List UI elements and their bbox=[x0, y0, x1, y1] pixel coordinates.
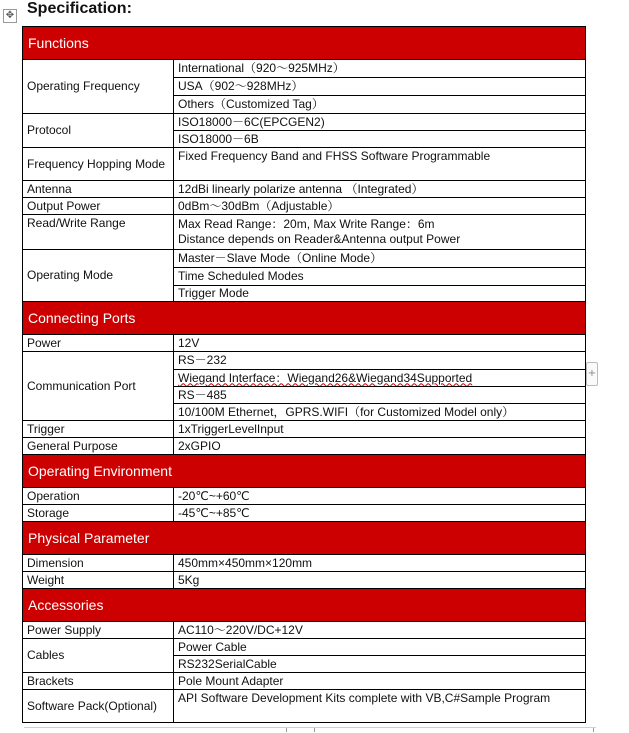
spec-value: Pole Mount Adapter bbox=[174, 673, 586, 690]
spec-value: International（920～925MHz） bbox=[174, 60, 586, 78]
spec-value: Fixed Frequency Band and FHSS Software Programmable bbox=[174, 148, 586, 181]
spec-value bbox=[174, 370, 586, 387]
spec-value: Time Scheduled Modes bbox=[174, 268, 586, 286]
spec-value: 12V bbox=[174, 335, 586, 352]
table-resize-handle-plus-icon[interactable]: + bbox=[586, 362, 598, 386]
column-ruler bbox=[24, 727, 596, 733]
table-row bbox=[23, 60, 586, 78]
spec-value bbox=[174, 215, 586, 250]
table-row bbox=[23, 114, 586, 131]
section-header-functions bbox=[23, 27, 586, 60]
spec-value: 0dBm～30dBm（Adjustable） bbox=[174, 198, 586, 215]
spec-label: Power Supply bbox=[23, 622, 174, 639]
spec-value: Others（Customized Tag） bbox=[174, 96, 586, 114]
spec-label: Storage bbox=[23, 505, 174, 522]
page-title: Specification: bbox=[27, 0, 132, 17]
spec-label: Operating Mode bbox=[23, 250, 174, 302]
spec-value: AC110～220V/DC+12V bbox=[174, 622, 586, 639]
spec-value: -20℃~+60℃ bbox=[174, 488, 586, 505]
spec-label: Operation bbox=[23, 488, 174, 505]
section-title: Connecting Ports bbox=[23, 302, 586, 335]
table-row bbox=[23, 673, 586, 690]
spec-label: Power bbox=[23, 335, 174, 352]
table-move-handle-icon[interactable]: ✥ bbox=[3, 9, 17, 23]
section-title: Operating Environment bbox=[23, 455, 586, 488]
section-header-connecting-ports bbox=[23, 302, 586, 335]
section-header-accessories bbox=[23, 589, 586, 622]
specification-table bbox=[22, 26, 586, 723]
spec-value: 12dBi linearly polarize antenna （Integrated） bbox=[174, 181, 586, 198]
spec-value: 5Kg bbox=[174, 572, 586, 589]
table-row bbox=[23, 622, 586, 639]
spec-value: 10/100M Ethernet，GPRS.WIFI（for Customized Model only） bbox=[174, 404, 586, 421]
table-row bbox=[23, 572, 586, 589]
table-row bbox=[23, 335, 586, 352]
section-header-physical-parameter bbox=[23, 522, 586, 555]
spec-value: Trigger Mode bbox=[174, 286, 586, 302]
ruler-tick[interactable] bbox=[314, 728, 315, 732]
section-header-operating-environment bbox=[23, 455, 586, 488]
table-row bbox=[23, 690, 586, 723]
spec-label: Read/Write Range bbox=[23, 215, 174, 250]
spec-label: Frequency Hopping Mode bbox=[23, 148, 174, 181]
spec-value: USA（902～928MHz） bbox=[174, 78, 586, 96]
spec-value: ISO18000－6B bbox=[174, 131, 586, 148]
table-row bbox=[23, 639, 586, 656]
table-row bbox=[23, 438, 586, 455]
spec-value-line: Distance depends on Reader&Antenna output Power bbox=[178, 232, 461, 246]
table-row bbox=[23, 505, 586, 522]
table-row bbox=[23, 198, 586, 215]
spec-value-line: Max Read Range：20m, Max Write Range：6m bbox=[178, 217, 435, 231]
section-title: Functions bbox=[23, 27, 586, 60]
table-row bbox=[23, 555, 586, 572]
spec-label: Cables bbox=[23, 639, 174, 673]
spec-value: Power Cable bbox=[174, 639, 586, 656]
table-row bbox=[23, 421, 586, 438]
spec-label: Trigger bbox=[23, 421, 174, 438]
spec-value: 450mm×450mm×120mm bbox=[174, 555, 586, 572]
spelling-flagged-text: Wiegand Interface：Wiegand26&Wiegand34Supported bbox=[178, 370, 473, 385]
spec-label: Weight bbox=[23, 572, 174, 589]
spec-value: 1xTriggerLevelInput bbox=[174, 421, 586, 438]
table-row bbox=[23, 250, 586, 268]
table-row bbox=[23, 181, 586, 198]
spec-label: Communication Port bbox=[23, 352, 174, 421]
spec-value: API Software Development Kits complete with VB,C#Sample Program bbox=[174, 690, 586, 723]
spec-value: ISO18000－6C(EPCGEN2) bbox=[174, 114, 586, 131]
spec-label: Software Pack(Optional) bbox=[23, 690, 174, 723]
spec-value: Master－Slave Mode（Online Mode） bbox=[174, 250, 586, 268]
ruler-tick[interactable] bbox=[286, 728, 287, 732]
spec-label: General Purpose bbox=[23, 438, 174, 455]
spec-label: Antenna bbox=[23, 181, 174, 198]
spec-value: RS－485 bbox=[174, 387, 586, 404]
spec-value: RS232SerialCable bbox=[174, 656, 586, 673]
ruler-tick[interactable] bbox=[593, 728, 594, 732]
spec-value: RS－232 bbox=[174, 352, 586, 370]
section-title: Physical Parameter bbox=[23, 522, 586, 555]
table-row bbox=[23, 148, 586, 181]
table-row bbox=[23, 352, 586, 370]
table-row bbox=[23, 488, 586, 505]
spec-label: Brackets bbox=[23, 673, 174, 690]
spec-label: Dimension bbox=[23, 555, 174, 572]
section-title: Accessories bbox=[23, 589, 586, 622]
spec-label: Output Power bbox=[23, 198, 174, 215]
table-row bbox=[23, 215, 586, 250]
spec-label: Operating Frequency bbox=[23, 60, 174, 114]
spec-value: 2xGPIO bbox=[174, 438, 586, 455]
spec-label: Protocol bbox=[23, 114, 174, 148]
spec-value: -45℃~+85℃ bbox=[174, 505, 586, 522]
